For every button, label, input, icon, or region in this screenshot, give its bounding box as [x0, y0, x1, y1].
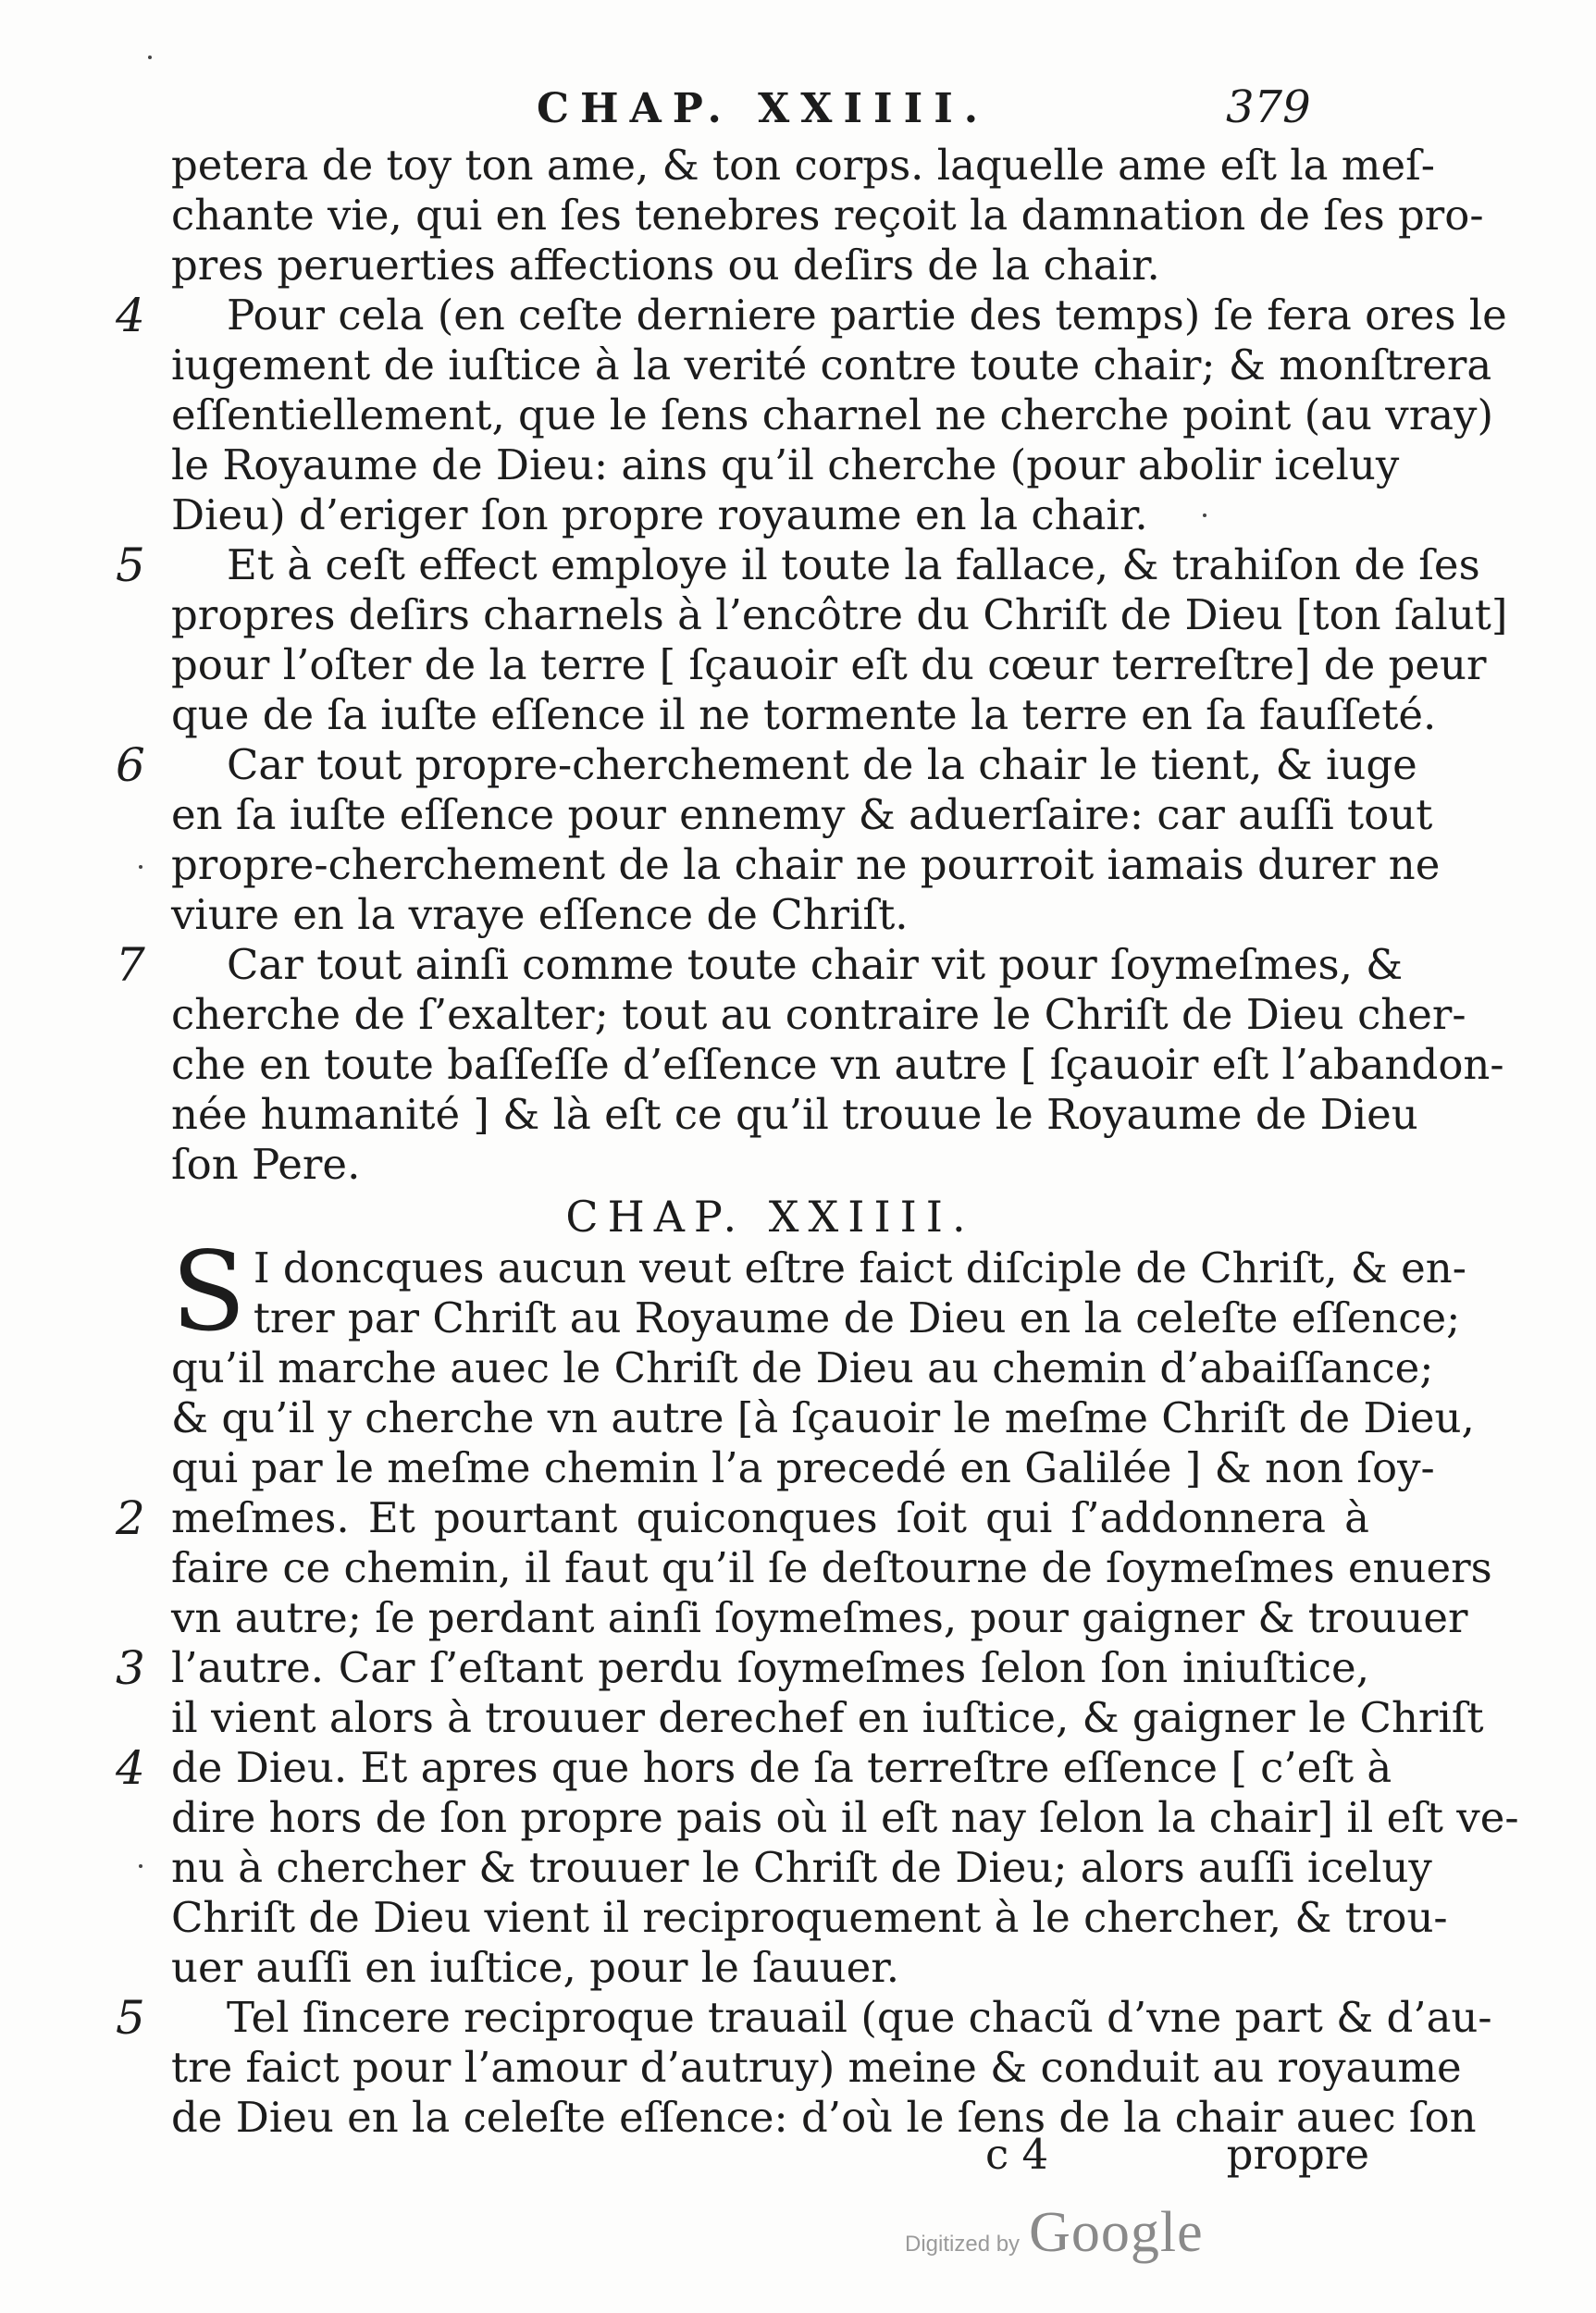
text-line: faire ce chemin, il faut qu’il ſe deſtourne de ſoymeſmes enuers [171, 1543, 1492, 1592]
digitized-watermark [905, 2200, 1204, 2265]
text-line: qu’il marche auec le Chriſt de Dieu au chemin d’abaiſſance; [171, 1343, 1434, 1392]
text-line: le Royaume de Dieu: ains qu’il cherche (pour abolir iceluy [171, 440, 1400, 489]
text-line [116, 738, 1417, 792]
text-line: vn autre; ſe perdant ainſi ſoymeſmes, pour gaigner & trouuer [171, 1593, 1468, 1642]
signature-mark: c 4 [985, 2130, 1049, 2179]
verse-number: 5 [116, 538, 145, 592]
line-text: de Dieu. Et apres que hors de ſa terreſtre eſſence [ c’eſt à [171, 1743, 1392, 1792]
text-line: propre-cherchement de la chair ne pourroit iamais durer ne [171, 840, 1441, 889]
text-line: il vient alors à trouuer derechef en iuſtice, & gaigner le Chriſt [171, 1693, 1484, 1742]
page-number: 379 [1226, 81, 1311, 133]
line-text: Car tout propre-cherchement de la chair le tient, & iuge [227, 740, 1417, 789]
verse-number: 5 [116, 1991, 145, 2045]
text-line: pour l’oſter de la terre [ ſçauoir eſt du cœur terreſtre] de peur [171, 640, 1487, 689]
text-line: & qu’il y cherche vn autre [à ſçauoir le meſme Chriſt de Dieu, [171, 1393, 1475, 1442]
verse-number: 2 [116, 1491, 145, 1545]
text-line: Dieu) d’eriger ſon propre royaume en la chair. [171, 490, 1148, 539]
text-line: eſſentiellement, que le ſens charnel ne cherche point (au vray) [171, 390, 1494, 439]
page-footer [985, 2130, 1369, 2180]
text-line [116, 1741, 1392, 1795]
text-line: nu à chercher & trouuer le Chriſt de Dieu; alors auſſi iceluy [171, 1843, 1432, 1892]
text-line [116, 1991, 1492, 2045]
chapter-heading: CHAP. XXIIII. [565, 1192, 975, 1242]
margin-speck [148, 56, 152, 59]
line-text: meſmes. Et pourtant quiconques ſoit qui ſ’addonnera à [171, 1493, 1369, 1542]
margin-speck [139, 865, 142, 869]
drop-cap: S [171, 1228, 246, 1355]
text-line [116, 938, 1404, 992]
line-text: Tel ſincere reciproque trauail (que chacũ d’vne part & d’au- [227, 1993, 1492, 2042]
verse-number: 4 [116, 1741, 145, 1795]
text-line: I doncques aucun veut eſtre faict diſciple de Chriſt, & en- [253, 1243, 1466, 1293]
text-line [116, 538, 1480, 592]
text-line: que de ſa iuſte eſſence il ne tormente la terre en ſa fauſſeté. [171, 690, 1437, 739]
text-line: uer auſſi en iuſtice, pour le ſauuer. [171, 1943, 900, 1992]
text-line: propres deſirs charnels à l’encôtre du Chriſt de Dieu [ton ſalut] [171, 590, 1508, 639]
google-logo: Google [1029, 2201, 1204, 2264]
text-line: dire hors de ſon propre pais où il eſt nay ſelon la chair] il eſt ve- [171, 1793, 1519, 1842]
text-line: ſon Pere. [171, 1140, 361, 1189]
line-text: Car tout ainſi comme toute chair vit pour ſoymeſmes, & [227, 940, 1404, 989]
verse-number: 4 [116, 289, 145, 342]
margin-speck [139, 1864, 142, 1868]
margin-speck [1203, 513, 1206, 517]
digitized-label: Digitized by [905, 2232, 1021, 2257]
text-line [116, 289, 1507, 342]
text-line: iugement de iuſtice à la verité contre toute chair; & monſtrera [171, 340, 1492, 390]
text-line: chante vie, qui en ſes tenebres reçoit la damnation de ſes pro- [171, 191, 1484, 240]
text-line: cherche de ſ’exalter; tout au contraire le Chriſt de Dieu cher- [171, 990, 1466, 1039]
text-line: pres peruerties affections ou deſirs de la chair. [171, 241, 1160, 290]
text-line: petera de toy ton ame, & ton corps. laquelle ame eſt la meſ- [171, 141, 1435, 190]
catchword: propre [1226, 2130, 1369, 2179]
text-line [116, 1491, 1369, 1545]
verse-number: 3 [116, 1641, 145, 1695]
verse-number: 6 [116, 738, 145, 792]
text-line: che en toute baſſeſſe d’eſſence vn autre [ ſçauoir eſt l’abandon- [171, 1040, 1504, 1089]
text-line: qui par le meſme chemin l’a precedé en Galilée ] & non ſoy- [171, 1443, 1435, 1492]
text-line: en ſa iuſte eſſence pour ennemy & aduerſaire: car auſſi tout [171, 790, 1433, 839]
line-text: Pour cela (en ceſte derniere partie des temps) ſe fera ores le [227, 291, 1507, 340]
text-line: de Dieu en la celeſte eſſence: d’où le ſens de la chair auec ſon [171, 2093, 1477, 2142]
text-line: Chriſt de Dieu vient il reciproquement à le chercher, & trou- [171, 1893, 1448, 1942]
text-line [116, 1641, 1369, 1695]
line-text: Et à ceſt effect employe il toute la fallace, & trahiſon de ſes [227, 540, 1480, 589]
text-line: viure en la vraye eſſence de Chriſt. [171, 890, 909, 939]
verse-number: 7 [116, 938, 145, 992]
text-block [116, 141, 1519, 2143]
text-line: tre faict pour l’amour d’autruy) meine & conduit au royaume [171, 2043, 1462, 2092]
text-line: trer par Chriſt au Royaume de Dieu en la celeſte eſſence; [253, 1293, 1461, 1342]
text-line: née humanité ] & là eſt ce qu’il trouue le Royaume de Dieu [171, 1090, 1418, 1139]
chapter-opening [171, 1228, 1466, 1355]
line-text: l’autre. Car ſ’eſtant perdu ſoymeſmes ſelon ſon iniuſtice, [171, 1643, 1369, 1692]
running-head: CHAP. XXIIII. [537, 85, 990, 132]
